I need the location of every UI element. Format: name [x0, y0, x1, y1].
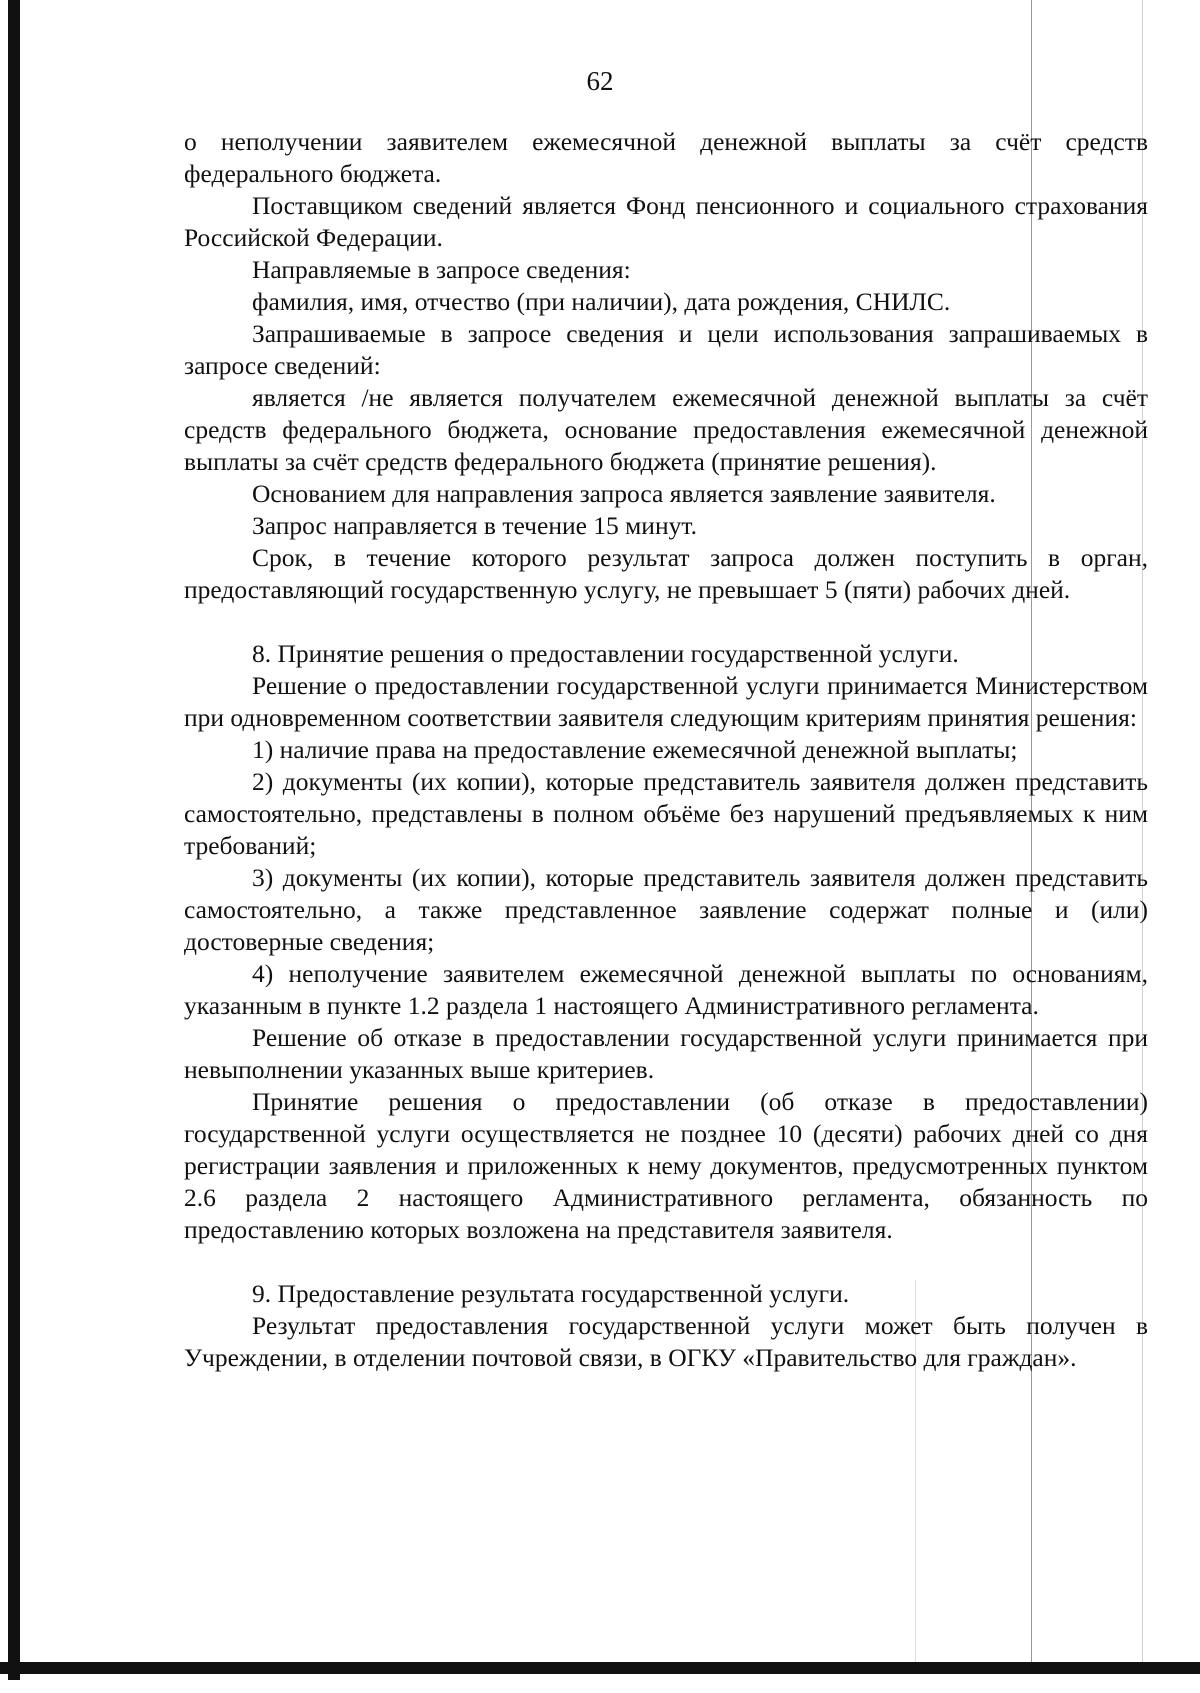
scan-left-border [8, 0, 20, 1680]
section-heading-8: 8. Принятие решения о предоставлении государственной услуги. [252, 639, 959, 668]
paragraph: Запрашиваемые в запросе сведения и цели использования запрашиваемых в запросе сведений: [184, 319, 1148, 380]
paragraph: Принятие решения о предоставлении (об отказе в предоставлении) государственной услуги осуществляется не позднее 10 (десяти) рабочих дней со дня регистрации заявления и приложенных к нему документов, предусмотренных пунктом 2.6 раздела 2 настоящего Административного регламента, обязанность по предоставлению которых возложена на представителя заявителя. [184, 1087, 1148, 1244]
section-heading-9: 9. Предоставление результата государственной услуги. [252, 1279, 850, 1308]
list-item: 3) документы (их копии), которые представитель заявителя должен представить самостоятельно, а также представленное заявление содержат полные и (или) достоверные сведения; [184, 863, 1148, 956]
paragraph: Результат предоставления государственной услуги может быть получен в Учреждении, в отделении почтовой связи, в ОГКУ «Правительство для граждан». [184, 1311, 1148, 1372]
document-body [184, 126, 1148, 1374]
paragraph: Срок, в течение которого результат запроса должен поступить в орган, предоставляющий государственную услугу, не превышает 5 (пяти) рабочих дней. [184, 543, 1148, 604]
paragraph: о неполучении заявителем ежемесячной денежной выплаты за счёт средств федерального бюджета. [184, 127, 1148, 188]
paragraph: Основанием для направления запроса является заявление заявителя. [252, 479, 996, 508]
paragraph: Поставщиком сведений является Фонд пенсионного и социального страхования Российской Федерации. [184, 191, 1148, 252]
page-number: 62 [586, 66, 614, 96]
paragraph: фамилия, имя, отчество (при наличии), дата рождения, СНИЛС. [252, 287, 951, 316]
paragraph: Решение о предоставлении государственной услуги принимается Министерством при одновременном соответствии заявителя следующим критериям принятия решения: [184, 671, 1148, 732]
paragraph: Направляемые в запросе сведения: [252, 255, 631, 284]
list-item: 4) неполучение заявителем ежемесячной денежной выплаты по основаниям, указанным в пункте 1.2 раздела 1 настоящего Административного регламента. [184, 959, 1148, 1020]
list-item: 1) наличие права на предоставление ежемесячной денежной выплаты; [252, 735, 1018, 764]
paragraph: Решение об отказе в предоставлении государственной услуги принимается при невыполнении указанных выше критериев. [184, 1023, 1148, 1084]
list-item: 2) документы (их копии), которые представитель заявителя должен представить самостоятельно, представлены в полном объёме без нарушений предъявляемых к ним требований; [184, 767, 1148, 860]
paragraph: является /не является получателем ежемесячной денежной выплаты за счёт средств федерального бюджета, основание предоставления ежемесячной денежной выплаты за счёт средств федерального бюджета (принятие решения). [184, 383, 1148, 476]
paragraph: Запрос направляется в течение 15 минут. [252, 511, 697, 540]
scan-bottom-border [0, 1662, 1200, 1674]
